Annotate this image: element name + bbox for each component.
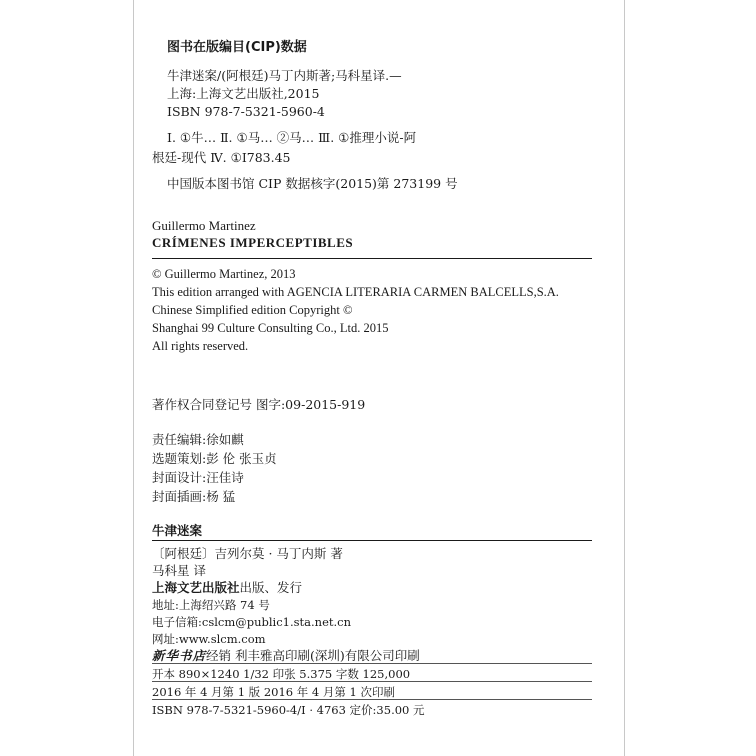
divider (152, 663, 592, 664)
publisher-email: 电子信箱:cslcm@public1.sta.net.cn (152, 615, 352, 629)
divider (152, 699, 592, 700)
colophon-translator: 马科星 译 (152, 563, 206, 578)
copyright-line: Chinese Simplified edition Copyright © (152, 303, 353, 317)
colophon-title: 牛津迷案 (152, 523, 203, 538)
cip-isbn: ISBN 978-7-5321-5960-4 (167, 104, 325, 119)
distributor-logo: 新华书店 (152, 648, 207, 663)
staff-line: 选题策划:彭 伦 张玉贞 (152, 451, 277, 466)
copyright-registration: 著作权合同登记号 图字:09-2015-919 (152, 397, 366, 412)
publisher-name: 上海文艺出版社 (152, 580, 240, 595)
cip-classification: 根廷-现代 Ⅳ. ①I783.45 (152, 150, 291, 165)
cip-line: 上海:上海文艺出版社,2015 (167, 86, 320, 101)
copyright-line: © Guillermo Martinez, 2013 (152, 267, 296, 281)
copyright-line: Shanghai 99 Culture Consulting Co., Ltd. 2015 (152, 321, 389, 335)
colophon-author: 〔阿根廷〕吉列尔莫 · 马丁内斯 著 (152, 546, 343, 561)
cip-classification: Ⅰ. ①牛… Ⅱ. ①马… ②马… Ⅲ. ①推理小说-阿 (167, 130, 417, 145)
cip-approval-number: 中国版本图书馆 CIP 数据核字(2015)第 273199 号 (167, 176, 458, 191)
publisher-website: 网址:www.slcm.com (152, 632, 266, 646)
isbn-price: ISBN 978-7-5321-5960-4/I · 4763 定价:35.00 元 (152, 703, 425, 717)
divider (152, 681, 592, 682)
distribution-text: 经销 利丰雅高印刷(深圳)有限公司印刷 (206, 648, 420, 663)
publisher-address: 地址:上海绍兴路 74 号 (152, 598, 270, 612)
copyright-page (133, 0, 625, 756)
staff-line: 责任编辑:徐如麒 (152, 432, 244, 447)
colophon-publisher (152, 580, 302, 596)
divider (152, 540, 592, 541)
staff-line: 封面插画:杨 猛 (152, 489, 236, 504)
publisher-suffix: 出版、发行 (239, 580, 303, 595)
original-title: CRÍMENES IMPERCEPTIBLES (152, 235, 354, 250)
edition-info: 2016 年 4 月第 1 版 2016 年 4 月第 1 次印刷 (152, 685, 396, 699)
copyright-line: This edition arranged with AGENCIA LITERARIA CARMEN BALCELLS,S.A. (152, 285, 559, 299)
distribution-line (152, 648, 420, 664)
book-format: 开本 890×1240 1/32 印张 5.375 字数 125,000 (152, 667, 411, 681)
divider (152, 258, 592, 259)
copyright-line: All rights reserved. (152, 339, 249, 353)
staff-line: 封面设计:汪佳诗 (152, 470, 244, 485)
cip-heading: 图书在版编目(CIP)数据 (167, 40, 307, 55)
cip-line: 牛津迷案/(阿根廷)马丁内斯著;马科星译.— (167, 68, 402, 83)
original-author: Guillermo Martinez (152, 218, 256, 233)
